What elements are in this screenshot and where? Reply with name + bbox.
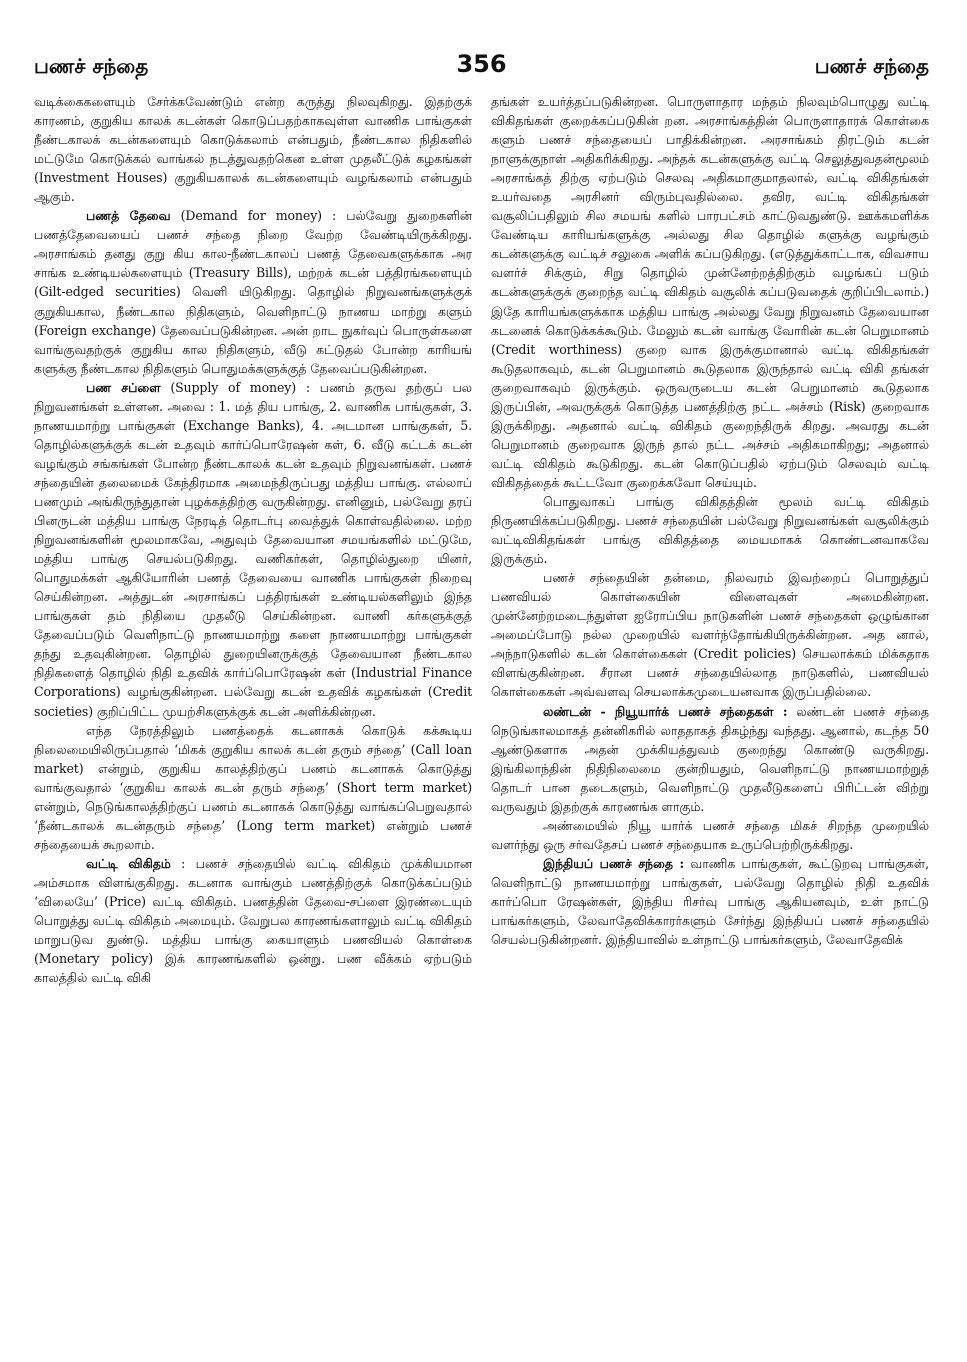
right-column	[491, 92, 929, 987]
running-title-left: பணச் சந்தை	[34, 54, 149, 78]
paragraph-body: லண்டன் பணச் சந்தை நெடுங்காலமாகத் தன்னிகரில் லாததாகத் திகழ்ந்து வந்தது. ஆனால், கடந்த 50 ஆண்டுகளாக அதன் முக்கியத்துவம் குறைந்து கொண்டு வருகிறது. இங்கிலாந்தின் நிதிநிலைமை குன்றியதும், வெளிநாட்டு நாணயமாற்றுத் தொடர் பான தடைகளும், வெளிநாட்டு முதலீடுகளைப் பிரிட்டன் விற்று வருவதும் இதற்குக் காரணங்க ளாகும்.	[491, 703, 929, 814]
paragraph: பணச் சந்தையின் தன்மை, நிலவரம் இவற்றைப் பொறுத்துப் பணவியல் கொள்கையின் விளைவுகள் அமைகின்றன. முன்னேற்றமடைந்துள்ள ஐரோப்பிய நாடுகளின் பணச் சந்தைகள் ஒழுங்கான அமைப்போடு நல்ல முறையில் வளர்ந்தோங்கியிருக்கின்றன. அத னால், அந்நாடுகளில் கடன் கொள்கைகள் (Credit policies) செயலாக்கம் மிக்கதாக விளங்குகின்றன. சீரான பணச் சந்தையில்லாத நாடுகளில், பணவியல் கொள்கைகள் அவ்வளவு செயலாக்கமுடையனவாக இருப்பதில்லை.	[491, 570, 929, 700]
section-heading: இந்தியப் பணச் சந்தை :	[543, 855, 685, 871]
paragraph-london-newyork	[491, 702, 929, 816]
paragraph-indian-money-market	[491, 854, 929, 949]
section-heading: பண சப்ளை	[86, 379, 161, 395]
paragraph: தங்கள் உயர்த்தப்படுகின்றன. பொருளாதார மந்தம் நிலவும்பொழுது வட்டி விகிதங்கள் குறைக்கப்படுகின் றன. அரசாங்கத்தின் பொருளாதாரக் கொள்கை களும் பணச் சந்தையைப் பாதிக்கின்றன. அரசாங்கம் திரட்டும் கடன் நாளுக்குநாள் அதிகரிக்கிறது. அந்தக் கடன்களுக்கு வட்டி செலுத்துவதன்மூலம் அரசாங்கத் திற்கு ஏற்படும் செலவு அதிகமாகுமாதலால், வட்டி விகிதங்கள் உயர்வதை அரசினர் விரும்புவதில்லை. தவிர, வட்டி விகிதங்கள் வசூலிப்பதிலும் சில சமயங் களில் பாரபட்சம் காட்டுவதுண்டு. ஊக்கமளிக்க வேண்டிய காரியங்களுக்கு அல்லது சில தொழில் களுக்கு வழங்கும் கடன்களுக்கு வட்டிச் சலுகை அளிக் கப்படுகிறது. (எடுத்துக்காட்டாக, விவசாய வளர்ச் சிக்கும், சிறு தொழில் முன்னேற்றத்திற்கும் வழங்கப் படும் கடன்களுக்குக் குறைந்த வட்டி விகிதம் வசூலிக் கப்படுவதைக் குறிப்பிடலாம்.) இதே காரியங்களுக்காக மத்திய பாங்கு அல்லது வேறு நிறுவனம் தேவையான கடனைக் கொடுக்கக்கூடும். மேலும் கடன் வாங்கு வோரின் கடன் பெறுமானம் (Credit worthiness) குறை வாக இருக்குமானால் வட்டி விகிதங்கள் கூடுதலாகவும், கடன் பெறுமானம் கூடுதலாக இருந்தால் வட்டி விகி தங்கள் குறைவாகவும் இருக்கும். ஒருவருடைய கடன் பெறுமானம் கூடுதலாக இருப்பின், அவருக்குக் கொடுத்த பணத்திற்கு நட்ட அச்சம் (Risk) குறைவாக இருக்கிறது. அதனால் வட்டி விகிதம் குறைந்திருக் கிறது. அவரது கடன் பெறுமானம் குறைவாக இருந் தால் நட்ட அச்சம் அதிகமாகிறது; அதனால் வட்டி விகிதம் கூடுகிறது. கடன் கொடுப்பதில் ஏற்படும் செலவும் வட்டி விகிதத்தைக் கூட்டவோ குறைக்கவோ செய்யும்.	[491, 94, 929, 490]
paragraph-body: (Demand for money) : பல்வேறு துறைகளின் பணத்தேவையைப் பணச் சந்தை நிறை வேற்ற வேண்டியிருக்கிறது. அரசாங்கம் தனது குறு கிய கால-நீண்டகாலப் பணத் தேவைகளுக்காக அர சாங்க உண்டியல்களையும் (Treasury Bills), மற்றக் கடன் பத்திரங்களையும் (Gilt-edged securities) வெளி யிடுகிறது. தொழில் நிறுவனங்களுக்குக் குறுகியகால, நீண்டகால நிதிகளும், வெளிநாட்டு நாணய மாற்று களும் (Foreign exchange) தேவைப்படுகின்றன. அன் றாட நுகர்வுப் பொருள்களை வாங்குவதற்குக் குறுகிய கால நிதிகளும், வீடு கட்டுதல் போன்ற காரியங் களுக்கு நீண்டகால நிதிகளும் பொதுமக்களுக்குத் தேவைப்படுகின்றன.	[34, 208, 472, 376]
paragraph-body: (Supply of money) : பணம் தருவ தற்குப் பல நிறுவனங்கள் உள்ளன. அவை : 1. மத் திய பாங்கு, 2. வாணிக பாங்குகள், 3. நாணயமாற்று பாங்குகள் (Exchange Banks), 4. அடமான பாங்குகள், 5. தொழில்களுக்குக் கடன் உதவும் கார்ப்பொரேஷன் கள், 6. வீடு கட்டக் கடன் வழங்கும் சங்கங்கள் போன்ற நீண்டகாலக் கடன் உதவும் நிறுவனங்கள். பணச் சந்தையின் தலைமைக் கேந்திரமாக அமைந்திருப்பது மத்திய பாங்கு. எல்லாப் பணமும் அங்கிருந்துதான் புழக்கத்திற்கு வருகின்றது. எனினும், பல்வேறு தரப் பினருடன் மத்திய பாங்கு நேரடித் தொடர்பு வைத்துக் கொள்வதில்லை. மற்ற நிறுவனங்களின் மூலமாகவே, அதுவும் தேவையான சமயங்களில் மட்டுமே, மத்திய பாங்கு செயல்படுகிறது. வணிகர்கள், தொழில்துறை யினர், பொதுமக்கள் ஆகியோரின் பணத் தேவையை வாணிக பாங்குகள் நிறைவு செய்கின்றன. அத்துடன் அரசாங்கப் பத்திரங்கள் உண்டியல்களிலும் இந்த பாங்குகள் தம் நிதியை முதலீடு செய்கின்றன. வாணி கர்களுக்குத் தேவைப்படும் வெளிநாட்டு நாணயமாற்று களை நாணயமாற்று பாங்குகள் தந்து உதவுகின்றன. தொழில் துறையினருக்குத் தேவையான நீண்டகால நிதிகளைத் தொழில் நிதி உதவிக் கார்ப்பொரேஷன் கள் (Industrial Finance Corporations) வழங்குகின்றன. பல்வேறு கடன் உதவிக் கழகங்கள் (Credit societies) குறிப்பிட்ட முயற்சிகளுக்குக் கடன் அளிக்கின்றன.	[34, 379, 472, 719]
paragraph-body: : பணச் சந்தையில் வட்டி விகிதம் முக்கியமான அம்சமாக விளங்குகிறது. கடனாக வாங்கும் பணத்திற்குக் கொடுக்கப்படும் ‘விலையே’ (Price) வட்டி விகிதம். பணத்தின் தேவை-சப்ளை இரண்டையும் பொறுத்து வட்டி விகிதம் அமையும். வேறுபல காரணங்களாலும் வட்டி விகிதம் மாறுபடுவ துண்டு. மத்திய பாங்கு கையாளும் பணவியல் கொள்கை (Monetary policy) இக் காரணங்களில் ஒன்று. பண வீக்கம் ஏற்படும் காலத்தில் வட்டி விகி	[34, 855, 472, 986]
running-title-right: பணச் சந்தை	[814, 54, 929, 78]
paragraph-supply-of-money	[34, 378, 472, 721]
page-header	[34, 50, 929, 84]
section-heading: லண்டன் - நியூயார்க் பணச் சந்தைகள் :	[543, 703, 788, 719]
text-columns	[34, 92, 929, 987]
paragraph-interest-rate	[34, 854, 472, 987]
left-column	[34, 92, 472, 987]
paragraph-demand-for-money	[34, 206, 472, 377]
paragraph: பொதுவாகப் பாங்கு விகிதத்தின் மூலம் வட்டி விகிதம் நிருணயிக்கப்படுகிறது. பணச் சந்தையின் பல்வேறு நிறுவனங்கள் வசூலிக்கும் வட்டிவிகிதங்கள் பாங்கு விகிதத்தை மையமாகக் கொண்டனவாகவே இருக்கும்.	[491, 493, 929, 567]
paragraph: வடிக்கைகளையும் சேர்க்கவேண்டும் என்ற கருத்து நிலவுகிறது. இதற்குக் காரணம், குறுகிய காலக் கடன்கள் கொடுப்பதற்காகவுள்ள வாணிக பாங்குகள் நீண்டகாலக் கடன்களையும் கொடுக்கலாம் என்பதும், நீண்டகால நிதிகளில் மட்டுமே கொடுக்கல் வாங்கல் நடத்துவதற்கென உள்ள முதலீட்டுக் கழகங்கள் (Investment Houses) குறுகியகாலக் கடன்களையும் வழங்கலாம் என்பதும் ஆகும்.	[34, 94, 472, 205]
page-number: 356	[456, 50, 507, 78]
section-heading: வட்டி விகிதம்	[86, 855, 171, 871]
paragraph-body: வாணிக பாங்குகள், கூட்டுறவு பாங்குகள், வெளிநாட்டு நாணயமாற்று பாங்குகள், பல்வேறு தொழில் நிதி உதவிக் கார்ப்பொ ரேஷன்கள், இந்திய ரிசர்வு பாங்கு ஆகியனவும், உள் நாட்டு பாங்கர்களும், லேவாதேவிக்காரர்களும் சேர்ந்து இந்தியப் பணச் சந்தையில் செயல்படுகின்றனர். இந்தியாவில் உள்நாட்டு பாங்கர்களும், லேவாதேவிக்	[491, 855, 929, 948]
paragraph: எந்த நேரத்திலும் பணத்தைக் கடனாகக் கொடுக் கக்கூடிய நிலைமையிலிருப்பதால் ‘மிகக் குறுகிய காலக் கடன் தரும் சந்தை’ (Call loan market) என்றும், குறுகிய காலத்திற்குப் பணம் கடனாகக் கொடுத்து வாங்குவதால் ‘குறுகிய காலக் கடன் தரும் சந்தை’ (Short term market) என்றும், நெடுங்காலத்திற்குப் பணம் கடனாகக் கொடுத்து வாங்கப்பெறுவதால் ‘நீண்டகாலக் கடன்தரும் சந்தை’ (Long term market) என்றும் பணச் சந்தையைக் கூறலாம்.	[34, 722, 472, 852]
paragraph: அண்மையில் நியூ யார்க் பணச் சந்தை மிகச் சிறந்த முறையில் வளர்ந்து ஒரு சர்வதேசப் பணச் சந்தையாக உருப்பெற்றிருக்கிறது.	[491, 817, 929, 852]
section-heading: பணத் தேவை	[86, 208, 171, 224]
